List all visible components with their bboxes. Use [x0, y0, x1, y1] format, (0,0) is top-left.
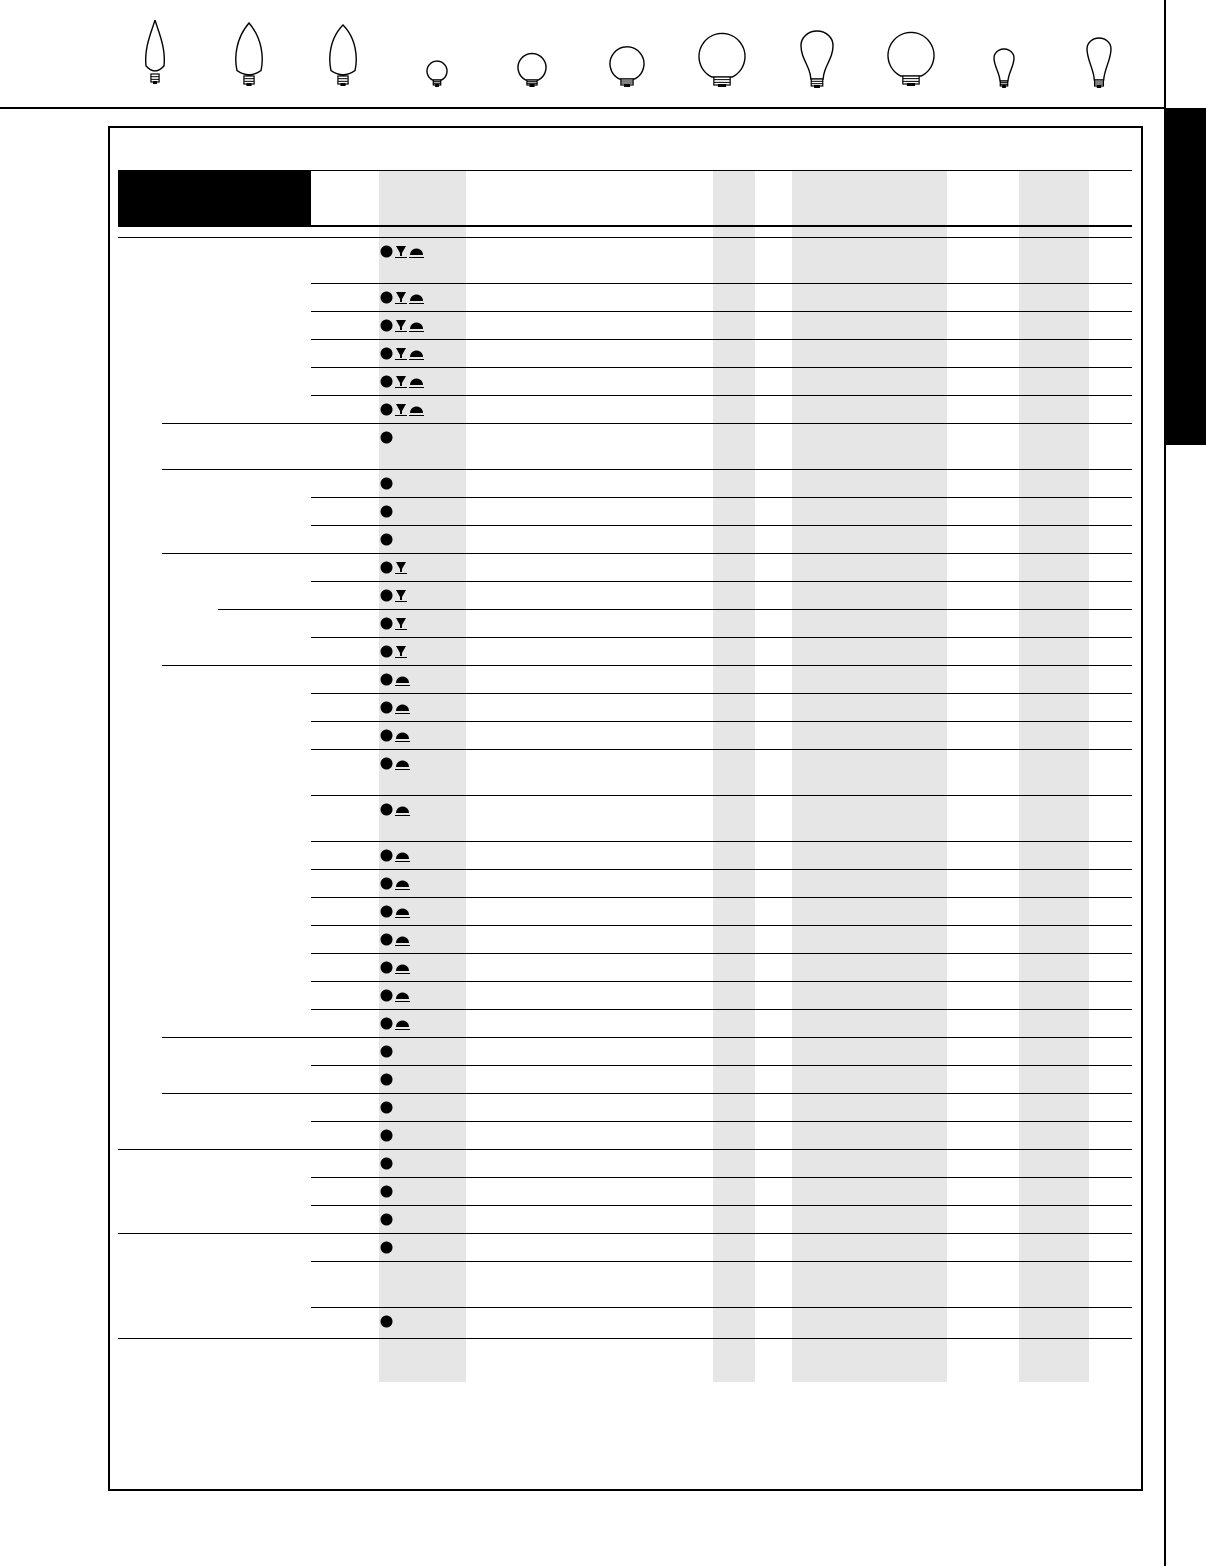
row-fixture-icons — [380, 802, 410, 816]
dome-fixture-icon — [395, 757, 410, 770]
row-fixture-icons — [380, 1314, 393, 1328]
dome-fixture-icon — [395, 701, 410, 714]
row-fixture-icons — [380, 504, 393, 518]
table-row — [311, 367, 1132, 395]
filled-circle-icon — [380, 803, 393, 816]
table-row — [311, 925, 1132, 953]
row-fixture-icons — [380, 560, 407, 574]
row-fixture-icons — [380, 476, 393, 490]
table-row — [118, 237, 1132, 283]
row-fixture-icons — [380, 988, 410, 1002]
row-fixture-icons — [380, 1212, 393, 1226]
row-fixture-icons — [380, 402, 424, 416]
row-fixture-icons — [380, 848, 410, 862]
downlight-fixture-icon — [395, 645, 407, 658]
small-globe-bulb-icon — [426, 56, 448, 92]
table-row — [311, 953, 1132, 981]
filled-circle-icon — [380, 431, 393, 444]
table-row — [311, 1177, 1132, 1205]
dome-fixture-icon — [409, 347, 424, 360]
row-fixture-icons — [380, 960, 410, 974]
table-row — [162, 1037, 1132, 1065]
dome-fixture-icon — [395, 933, 410, 946]
bulb-shape-strip — [0, 0, 1165, 108]
table-row — [311, 497, 1132, 525]
section-tab — [1164, 108, 1206, 445]
row-fixture-icons — [380, 1156, 393, 1170]
table-row — [311, 525, 1132, 553]
filled-circle-icon — [380, 701, 393, 714]
row-fixture-icons — [380, 1072, 393, 1086]
table-row — [118, 1233, 1132, 1261]
dome-fixture-icon — [409, 403, 424, 416]
downlight-fixture-icon — [395, 245, 407, 258]
filled-circle-icon — [380, 1241, 393, 1254]
table-row — [311, 311, 1132, 339]
standard-a-lamp-bulb-icon — [800, 30, 834, 93]
dome-fixture-icon — [395, 803, 410, 816]
row-fixture-icons — [380, 1016, 410, 1030]
torpedo-candle-bulb-icon — [328, 22, 358, 91]
filled-circle-icon — [380, 533, 393, 546]
dome-fixture-icon — [409, 291, 424, 304]
table-row — [162, 469, 1132, 497]
filled-circle-icon — [380, 347, 393, 360]
dome-fixture-icon — [395, 673, 410, 686]
table-row — [118, 1149, 1132, 1177]
dome-fixture-icon — [395, 989, 410, 1002]
downlight-fixture-icon — [395, 617, 407, 630]
row-fixture-icons — [380, 932, 410, 946]
header-divider — [0, 107, 1165, 109]
row-fixture-icons — [380, 904, 410, 918]
table-row — [311, 339, 1132, 367]
table-row — [311, 869, 1132, 897]
flame-tip-candelabra-bulb-icon — [143, 20, 167, 89]
filled-circle-icon — [380, 1157, 393, 1170]
table-row — [162, 553, 1132, 581]
dome-fixture-icon — [409, 319, 424, 332]
table-row — [162, 665, 1132, 693]
filled-circle-icon — [380, 645, 393, 658]
row-fixture-icons — [380, 430, 393, 444]
row-fixture-icons — [380, 346, 424, 360]
filled-circle-icon — [380, 877, 393, 890]
downlight-fixture-icon — [395, 589, 407, 602]
filled-circle-icon — [380, 1315, 393, 1328]
table-row — [311, 1009, 1132, 1037]
row-fixture-icons — [380, 532, 393, 546]
appliance-a-lamp-bulb-icon — [1086, 37, 1112, 93]
filled-circle-icon — [380, 1017, 393, 1030]
table-row — [162, 1093, 1132, 1121]
large-globe-medium-base-bulb-icon — [887, 22, 935, 91]
row-fixture-icons — [380, 1044, 393, 1058]
row-fixture-icons — [380, 374, 424, 388]
blunt-tip-candelabra-bulb-icon — [234, 22, 264, 91]
filled-circle-icon — [380, 849, 393, 862]
dome-fixture-icon — [395, 961, 410, 974]
row-fixture-icons — [380, 1100, 393, 1114]
dome-fixture-icon — [395, 1017, 410, 1030]
row-fixture-icons — [380, 876, 410, 890]
table-row — [311, 1261, 1132, 1307]
table-row — [311, 721, 1132, 749]
large-globe-bulb-icon — [609, 35, 645, 92]
table-row — [311, 981, 1132, 1009]
small-a-lamp-bulb-icon — [993, 48, 1015, 93]
table-end-rule — [118, 1338, 1132, 1339]
table-row — [311, 395, 1132, 423]
filled-circle-icon — [380, 1101, 393, 1114]
filled-circle-icon — [380, 933, 393, 946]
row-fixture-icons — [380, 672, 410, 686]
filled-circle-icon — [380, 477, 393, 490]
row-fixture-icons — [380, 588, 407, 602]
extra-large-globe-bulb-icon — [698, 23, 746, 92]
filled-circle-icon — [380, 989, 393, 1002]
dome-fixture-icon — [395, 905, 410, 918]
table-row — [311, 581, 1132, 609]
table-row — [311, 637, 1132, 665]
filled-circle-icon — [380, 403, 393, 416]
row-fixture-icons — [380, 728, 410, 742]
filled-circle-icon — [380, 961, 393, 974]
filled-circle-icon — [380, 291, 393, 304]
row-fixture-icons — [380, 616, 407, 630]
filled-circle-icon — [380, 245, 393, 258]
row-fixture-icons — [380, 700, 410, 714]
table-header-bottom-rule — [118, 225, 1132, 227]
table-row — [218, 609, 1132, 637]
filled-circle-icon — [380, 905, 393, 918]
filled-circle-icon — [380, 1185, 393, 1198]
table-header-category-block — [118, 170, 311, 225]
downlight-fixture-icon — [395, 403, 407, 416]
table-row — [311, 1065, 1132, 1093]
table-row — [311, 1205, 1132, 1233]
downlight-fixture-icon — [395, 291, 407, 304]
filled-circle-icon — [380, 1213, 393, 1226]
row-fixture-icons — [380, 644, 407, 658]
filled-circle-icon — [380, 1073, 393, 1086]
table-row — [311, 795, 1132, 841]
dome-fixture-icon — [395, 877, 410, 890]
table-row — [311, 1121, 1132, 1149]
row-fixture-icons — [380, 1184, 393, 1198]
filled-circle-icon — [380, 1129, 393, 1142]
medium-globe-bulb-icon — [517, 44, 547, 92]
row-fixture-icons — [380, 756, 410, 770]
filled-circle-icon — [380, 729, 393, 742]
row-fixture-icons — [380, 1128, 393, 1142]
dome-fixture-icon — [409, 375, 424, 388]
downlight-fixture-icon — [395, 319, 407, 332]
table-row — [311, 693, 1132, 721]
row-fixture-icons — [380, 1240, 393, 1254]
filled-circle-icon — [380, 375, 393, 388]
downlight-fixture-icon — [395, 561, 407, 574]
table-row — [311, 1307, 1132, 1335]
filled-circle-icon — [380, 757, 393, 770]
filled-circle-icon — [380, 673, 393, 686]
downlight-fixture-icon — [395, 347, 407, 360]
table-row — [311, 283, 1132, 311]
dome-fixture-icon — [409, 245, 424, 258]
table-row — [311, 897, 1132, 925]
filled-circle-icon — [380, 561, 393, 574]
filled-circle-icon — [380, 617, 393, 630]
table-row — [311, 749, 1132, 795]
dome-fixture-icon — [395, 849, 410, 862]
dome-fixture-icon — [395, 729, 410, 742]
table-row — [311, 841, 1132, 869]
filled-circle-icon — [380, 505, 393, 518]
downlight-fixture-icon — [395, 375, 407, 388]
table-row — [162, 423, 1132, 469]
row-fixture-icons — [380, 318, 424, 332]
filled-circle-icon — [380, 589, 393, 602]
filled-circle-icon — [380, 319, 393, 332]
filled-circle-icon — [380, 1045, 393, 1058]
row-fixture-icons — [380, 290, 424, 304]
row-fixture-icons — [380, 244, 424, 258]
